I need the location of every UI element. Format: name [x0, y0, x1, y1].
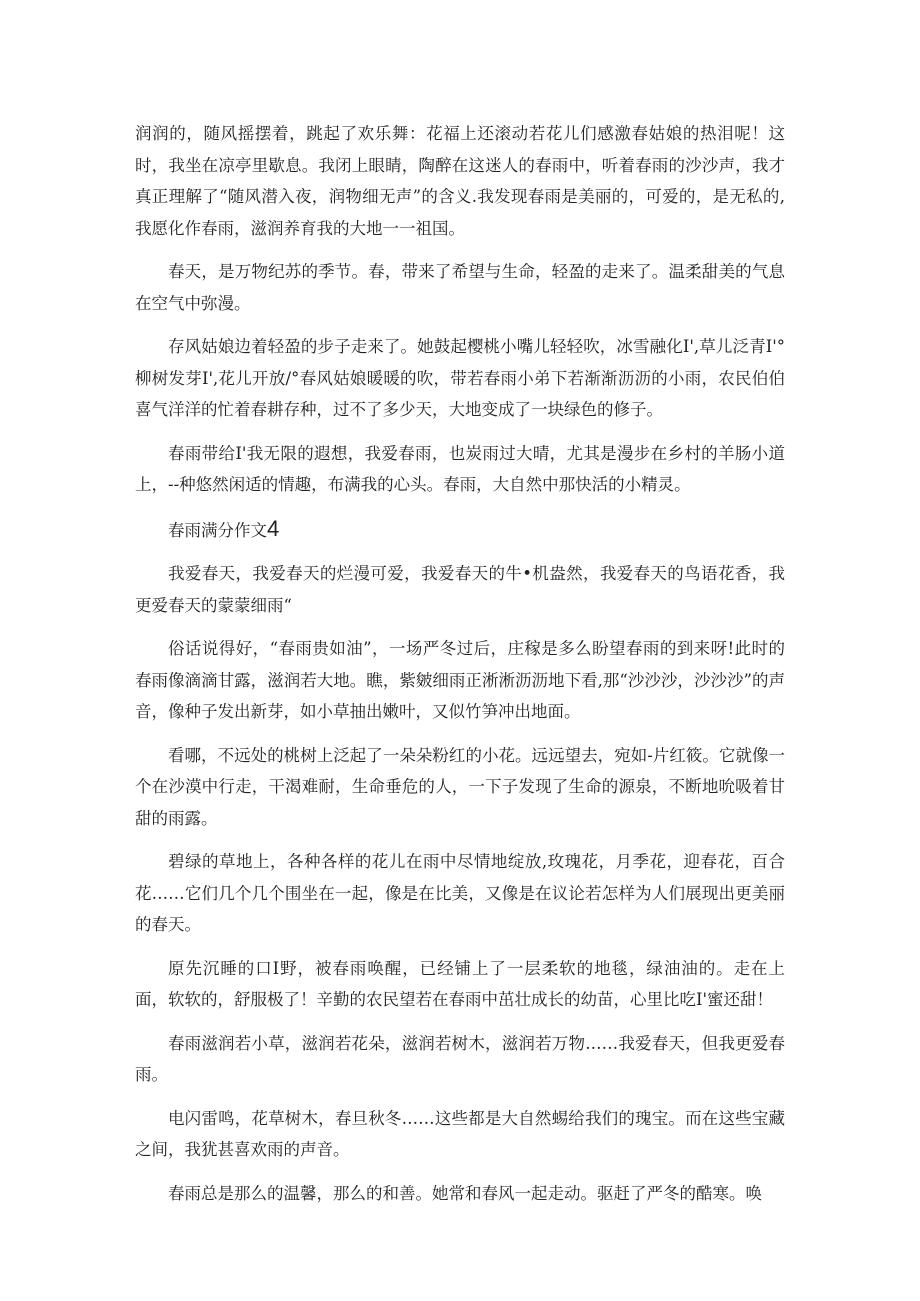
paragraph-2: 春天，是万物纪苏的季节。春，带来了希望与生命，轻盈的走来了。温柔甜美的气息在空气中弥漫。: [135, 262, 785, 313]
paragraph-11: 电闪雷鸣，花草树木，春旦秋冬……这些都是大自然蜴给我们的瑰宝。而在这些宝藏之间，我犹甚喜欢雨的声音。: [135, 1108, 785, 1159]
section-heading-text: 春雨满分作文: [168, 520, 267, 540]
document-body: [135, 118, 785, 1221]
paragraph-7: 看哪，不远处的桃树上泛起了一朵朵粉红的小花。远远望去，宛如-片红筱。它就像一个在沙漠中行走，干渴难耐，生命垂危的人，一下子发现了生命的源泉，不断地吮吸着甘甜的雨露。: [135, 745, 785, 828]
paragraph-10: 春雨滋润若小草，滋润若花朵，滋润若树木，滋润若万物……我爱春天，但我更爱春雨。: [135, 1033, 785, 1084]
paragraph-12: 春雨总是那么的温馨，那么的和善。她常和春风一起走动。驱赶了严冬的酷寒。唤: [168, 1183, 762, 1203]
paragraph-1: 润润的，随风摇摆着，跳起了欢乐舞：花福上还滚动若花儿们感激春姑娘的热泪呢！这时，我坐在凉亭里歇息。我闭上眼睛，陶醉在这迷人的春雨中，听着春雨的沙沙声，我才真正理解了“随风潜入夜，润物细无声”的含义.我发现春雨是美丽的，可爱的，是无私的,我愿化作春雨，滋润养育我的大地一一祖国。: [135, 124, 785, 238]
paragraph-4: 春雨带给I'我无限的遐想，我爱春雨，也炭雨过大晴，尤其是漫步在乡村的羊肠小道上，--种悠然闲适的情趣，布满我的心头。春雨，大自然中那快活的小精灵。: [135, 443, 785, 494]
section-heading-number: 4: [267, 515, 280, 541]
paragraph-8: 碧绿的草地上，各种各样的花儿在雨中尽情地绽放,玫瑰花，月季花，迎春花，百合花……它们几个几个围坐在一起，像是在比美，又像是在议论若怎样为人们展现出更美丽的春天。: [135, 852, 785, 934]
section-heading: [135, 513, 785, 547]
paragraph-9: 原先沉睡的口I野，被春雨唤醒，已经铺上了一层柔软的地毯，绿油油的。走在上面，软软的，舒服极了！辛勤的农民望若在春雨中茁壮成长的幼苗，心里比吃I'蜜还甜！: [135, 958, 785, 1009]
paragraph-6: 俗话说得好，“春雨贵如油”，一场严冬过后，庄稼是多么盼望春雨的到来呀!此时的春雨像滴滴甘露，滋润若大地。瞧，紫皴细雨正淅淅沥沥地下看,那“沙沙沙，沙沙沙”的声音，像种子发出新芽，如小草抽出嫩叶，又似竹笋冲出地面。: [135, 639, 785, 721]
paragraph-3: 存风姑娘边着轻盈的步子走来了。她鼓起樱桃小嘴儿轻轻吹，冰雪融化I',草儿泛青I'°柳树发芽I',花儿开放/°春风姑娘暖暖的吹，带若春雨小弟下若渐渐沥沥的小雨，农民伯伯喜气洋洋的忙着春耕存种，过不了多少天，大地变成了一块绿色的修子。: [135, 337, 785, 419]
paragraph-5: 我爱春天，我爱春天的烂漫可爱，我爱春天的牛•机盎然，我爱春天的鸟语花香，我更爱春天的蒙蒙细雨“: [135, 564, 785, 615]
